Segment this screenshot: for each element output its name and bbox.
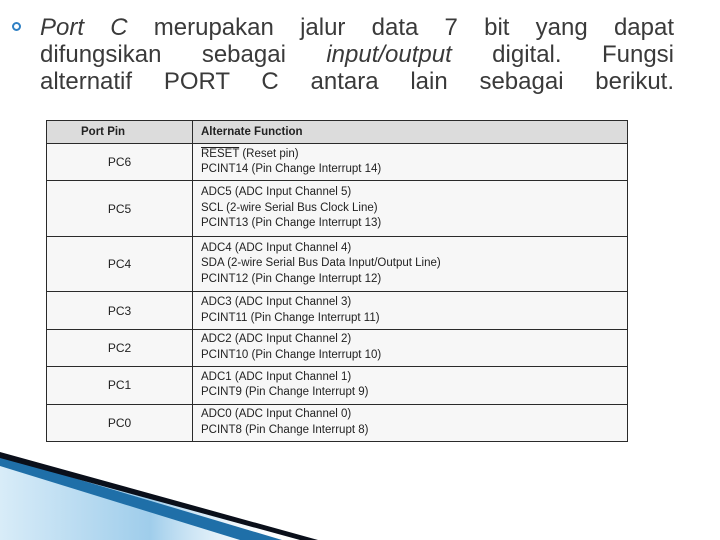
port-c-table-container	[46, 120, 628, 442]
function-line: SDA (2-wire Serial Bus Data Input/Output Line)	[201, 257, 441, 270]
table-row	[47, 329, 628, 366]
port-pin-cell: PC6	[47, 144, 193, 181]
table-row	[47, 404, 628, 441]
intro-italic-io: input/output	[326, 41, 452, 68]
intro-line-1	[40, 14, 674, 41]
alternate-function-cell	[193, 404, 628, 441]
intro-line-2	[40, 41, 674, 68]
alternate-function-cell	[193, 144, 628, 181]
port-c-table	[46, 120, 628, 442]
function-line: SCL (2-wire Serial Bus Clock Line)	[201, 201, 378, 214]
function-line: ADC2 (ADC Input Channel 2)	[201, 333, 352, 346]
intro-italic-port-c: Port C	[40, 14, 128, 41]
intro-line-1-text: merupakan jalur data 7 bit yang dapat	[127, 14, 674, 41]
intro-line-3: alternatif PORT C antara lain sebagai berikut.	[40, 68, 674, 95]
table-row	[47, 144, 628, 181]
function-line: ADC5 (ADC Input Channel 5)	[201, 186, 352, 199]
function-line: PCINT8 (Pin Change Interrupt 8)	[201, 423, 369, 436]
port-pin-cell: PC0	[47, 404, 193, 441]
port-pin-cell: PC2	[47, 329, 193, 366]
port-pin-cell: PC5	[47, 181, 193, 237]
table-row	[47, 236, 628, 292]
function-line: PCINT12 (Pin Change Interrupt 12)	[201, 272, 382, 285]
function-line: PCINT14 (Pin Change Interrupt 14)	[201, 163, 382, 176]
function-line: ADC0 (ADC Input Channel 0)	[201, 408, 352, 421]
alternate-function-cell	[193, 236, 628, 292]
intro-paragraph	[40, 14, 674, 95]
table-body	[47, 144, 628, 442]
header-alternate-function: Alternate Function	[193, 121, 628, 144]
table-header-row	[47, 121, 628, 144]
bullet-icon	[12, 22, 21, 31]
function-line	[201, 147, 627, 163]
function-text: (Reset pin)	[239, 147, 299, 160]
intro-line-2-text-a: difungsikan sebagai	[40, 41, 327, 68]
function-line: PCINT11 (Pin Change Interrupt 11)	[201, 311, 380, 324]
alternate-function-cell	[193, 292, 628, 329]
decorative-swoosh	[0, 440, 720, 540]
table-row	[47, 181, 628, 237]
port-pin-cell: PC3	[47, 292, 193, 329]
function-overbar-text: RESET	[201, 147, 240, 160]
intro-line-2-text-b: digital. Fungsi	[451, 41, 675, 68]
function-line: ADC1 (ADC Input Channel 1)	[201, 370, 352, 383]
header-port-pin: Port Pin	[47, 121, 193, 144]
alternate-function-cell	[193, 367, 628, 404]
function-line: PCINT10 (Pin Change Interrupt 10)	[201, 348, 382, 361]
port-pin-cell: PC1	[47, 367, 193, 404]
function-line: PCINT13 (Pin Change Interrupt 13)	[201, 217, 382, 230]
function-line: ADC4 (ADC Input Channel 4)	[201, 241, 352, 254]
alternate-function-cell	[193, 329, 628, 366]
port-pin-cell: PC4	[47, 236, 193, 292]
function-line: ADC3 (ADC Input Channel 3)	[201, 296, 352, 309]
alternate-function-cell	[193, 181, 628, 237]
table-row	[47, 292, 628, 329]
function-line: PCINT9 (Pin Change Interrupt 9)	[201, 386, 369, 399]
table-row	[47, 367, 628, 404]
